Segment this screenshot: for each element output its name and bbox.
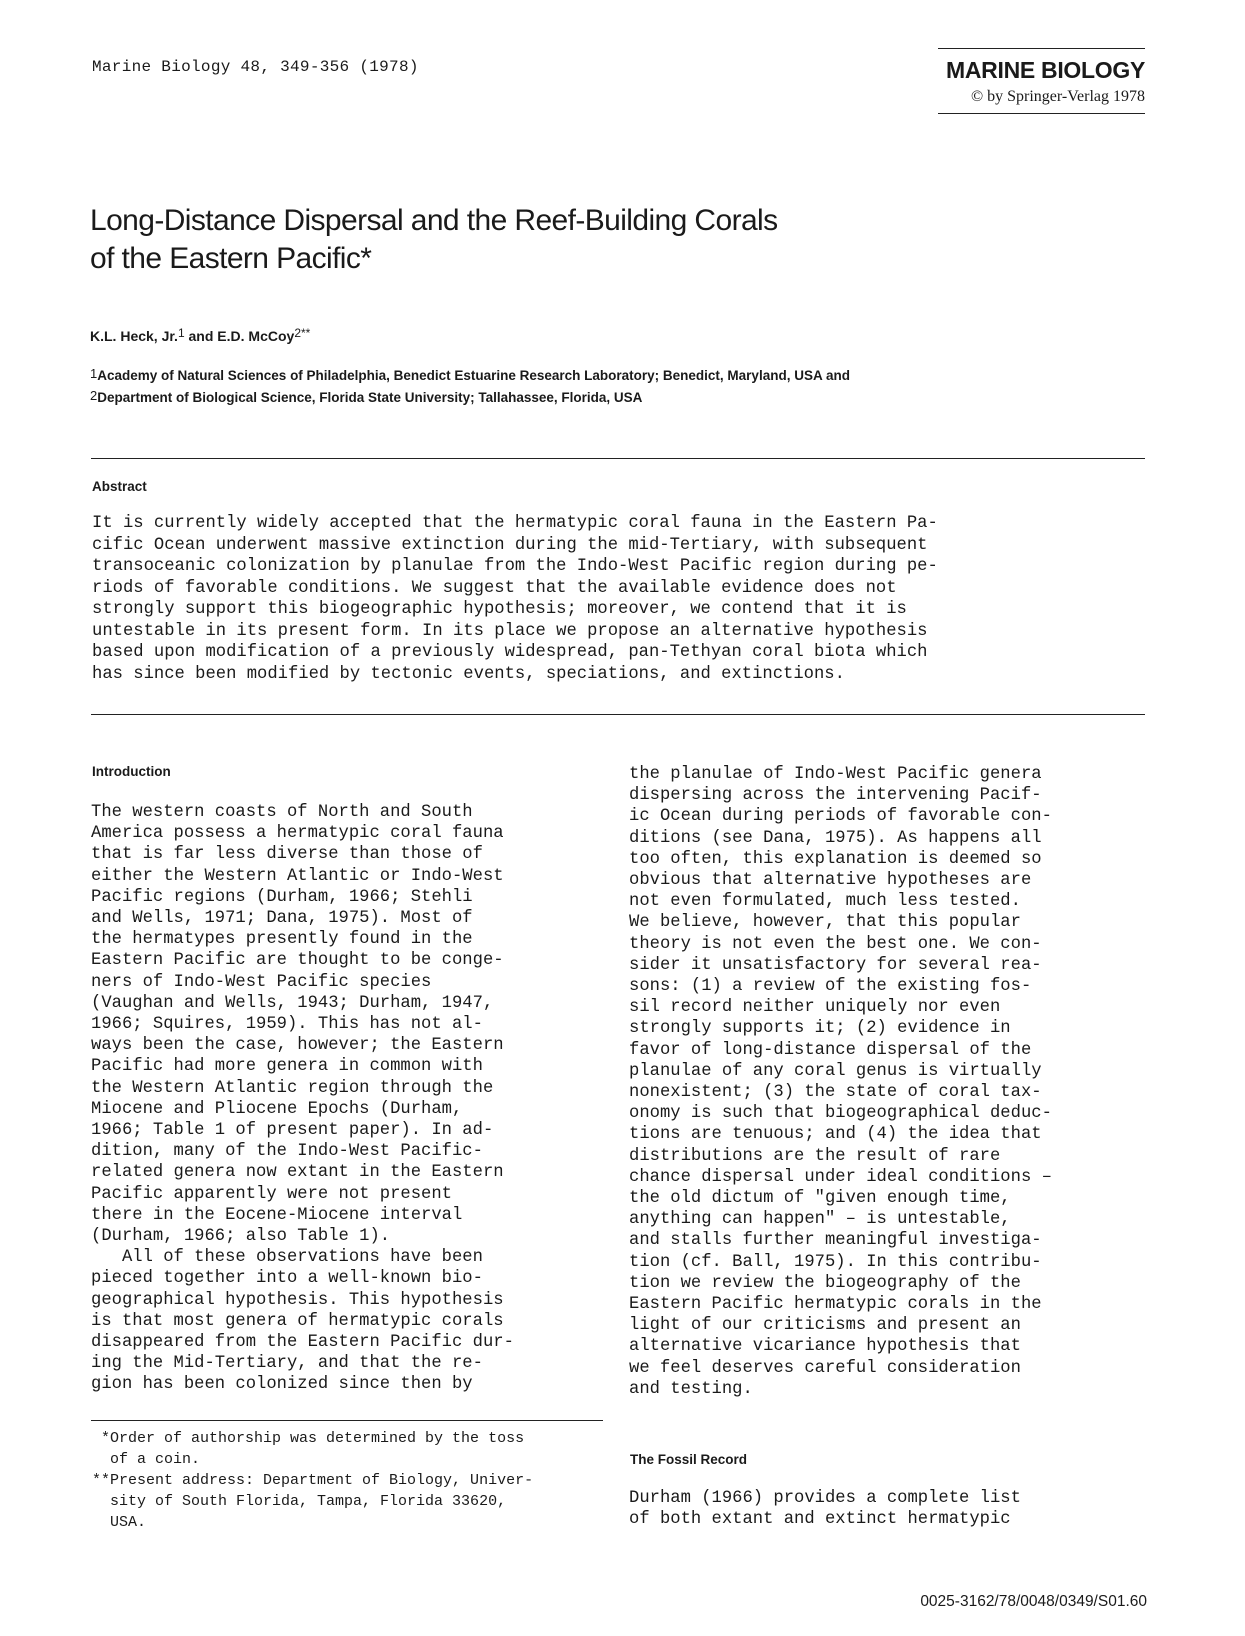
author-1-mark: 1 [177,326,185,340]
journal-copyright: © by Springer-Verlag 1978 [970,88,1145,105]
journal-citation: Marine Biology 48, 349-356 (1978) [92,58,419,76]
introduction-heading: Introduction [92,764,171,779]
article-title-line-2: of the Eastern Pacific* [90,242,372,275]
affiliation-2 [90,390,642,405]
abstract-bottom-rule [91,714,1145,715]
abstract-text: It is currently widely accepted that the hermatypic coral fauna in the Eastern Pa- cific Ocean underwent massive extinction during the mid-Tertiary, with subsequent transoceanic colonization by planulae from the Indo-West Pacific region during pe- riods of favorable conditions. We suggest that the available evidence does not strongly support this biogeographic hypothesis; moreover, we contend that it is untestable in its present form. In its place we propose an alternative hypothesis based upon modification of a previously widespread, pan-Tethyan coral biota which has since been modified by tectonic events, speciations, and extinctions. [92,514,938,684]
journal-name: MARINE BIOLOGY [946,57,1145,83]
author-1: K.L. Heck, Jr. [90,328,178,344]
affiliation-2-mark: 2 [90,388,98,403]
footnotes: *Order of authorship was determined by the toss of a coin. **Present address: Department of Biology, Univer- sity of South Florida, Tampa, Florida 33620, USA. [92,1430,534,1531]
fossil-record-text: Durham (1966) provides a complete list of both extant and extinct hermatypic [629,1489,1021,1530]
introduction-right-column: the planulae of Indo-West Pacific genera dispersing across the intervening Pacif- ic Ocean during periods of favorable con- ditions (see Dana, 1975). As happens all too often, this explanation is deemed so obvious that alternative hypotheses are not even formulated, much less tested. We believe, however, that this popular theory is not even the best one. We con- sider it unsatisfactory for several rea- sons: (1) a review of the existing fos- sil record neither uniquely nor even strongly supports it; (2) evidence in favor of long-distance dispersal of the planulae of any coral genus is virtually nonexistent; (3) the state of coral tax- onomy is such that biogeographical deduc- tions are tenuous; and (4) the idea that distributions are the result of rare chance dispersal under ideal conditions – the old dictum of "given enough time, anything can happen" – is untestable, and stalls further meaningful investiga- tion (cf. Ball, 1975). In this contribu- tion we review the biogeography of the Eastern Pacific hermatypic corals in the light of our criticisms and present an alternative vicariance hypothesis that we feel deserves careful consideration and testing. [629,765,1052,1399]
masthead-bottom-rule [938,113,1145,114]
masthead-top-rule [938,48,1145,49]
article-title [90,202,990,278]
affiliation-1 [90,368,850,383]
author-conjunction: and [184,328,218,344]
author-2-mark: 2** [294,326,311,340]
affiliation-1-text: Academy of Natural Sciences of Philadelphia, Benedict Estuarine Research Laboratory; Benedict, Maryland, USA and [97,368,850,383]
abstract-heading: Abstract [92,479,147,494]
introduction-left-column: The western coasts of North and South America possess a hermatypic coral fauna that is far less diverse than those of either the Western Atlantic or Indo-West Pacific regions (Durham, 1966; Stehli and Wells, 1971; Dana, 1975). Most of the hermatypes presently found in the Eastern Pacific are thought to be conge- ners of Indo-West Pacific species (Vaughan and Wells, 1943; Durham, 1947, 1966; Squires, 1959). This has not al- ways been the case, however; the Eastern Pacific had more genera in common with the Western Atlantic region through the Miocene and Pliocene Epochs (Durham, 1966; Table 1 of present paper). In ad- dition, many of the Indo-West Pacific- related genera now extant in the Eastern Pacific apparently were not present there in the Eocene-Miocene interval (Durham, 1966; also Table 1). All of these observations have been pieced together into a well-known bio- geographical hypothesis. This hypothesis is that most genera of hermatypic corals disappeared from the Eastern Pacific dur- ing the Mid-Tertiary, and that the re- gion has been colonized since then by [91,803,514,1395]
document-code: 0025-3162/78/0048/0349/S01.60 [920,1593,1147,1610]
affiliation-1-mark: 1 [90,366,98,381]
fossil-record-heading: The Fossil Record [630,1452,748,1467]
abstract-top-rule [91,458,1145,459]
footnote-rule [91,1420,603,1421]
author-2: E.D. McCoy [217,328,295,344]
journal-masthead [938,48,1145,114]
affiliation-2-text: Department of Biological Science, Florida State University; Tallahassee, Florida, USA [97,390,643,405]
article-title-line-1: Long-Distance Dispersal and the Reef-Building Corals [90,204,778,237]
author-list [90,328,310,344]
